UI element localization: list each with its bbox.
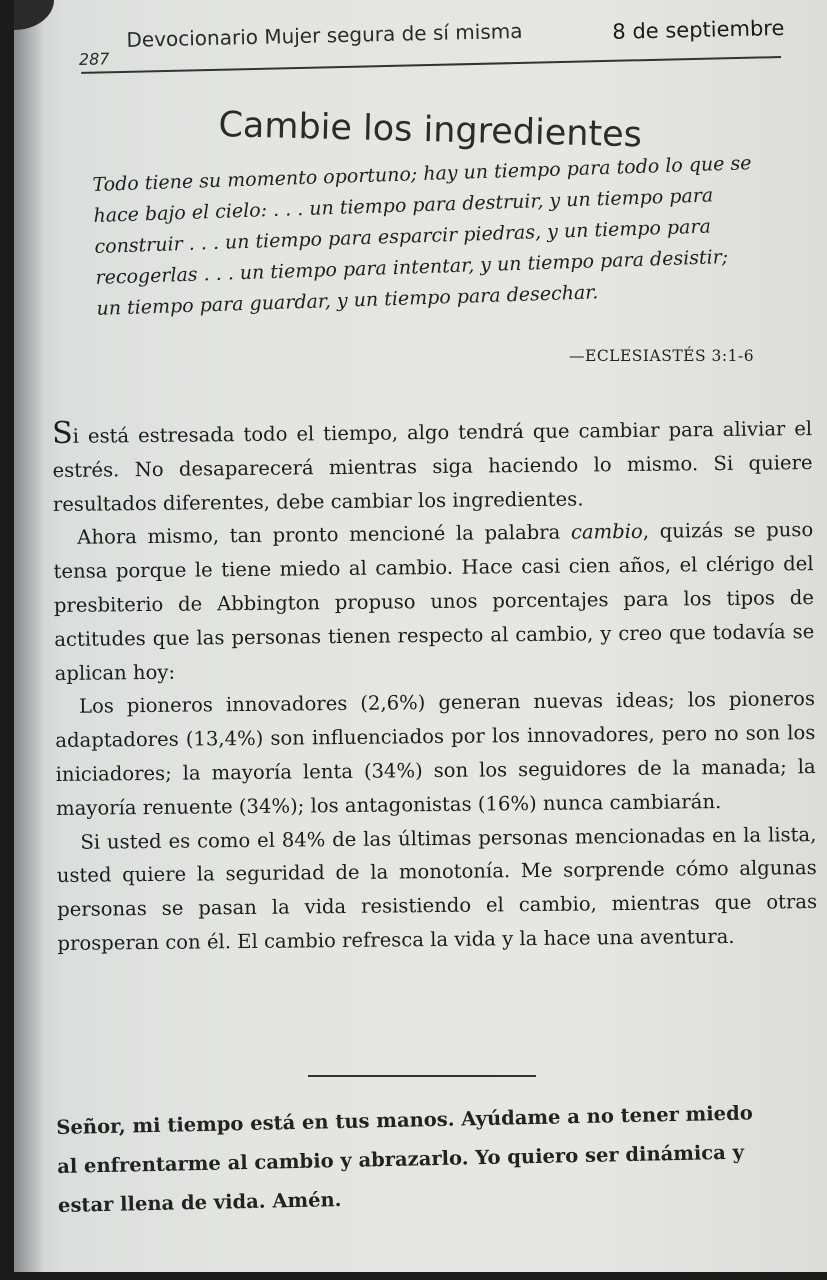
book-page: [14, 0, 827, 1272]
spine-shadow: [14, 0, 44, 1272]
paragraph-2-text-b: , quizás se puso tensa porque le tiene miedo al cambio. Hace casi cien años, el clérigo del presbiterio de Abbington propuso unos porcentajes para los tipos de actitudes que las personas tienen respecto al cambio, y creo que todavía se aplican hoy:: [53, 518, 815, 685]
page-corner-shadow: [14, 0, 54, 30]
running-header: [76, 4, 785, 90]
paragraph-3: Los pioneros innovadores (2,6%) generan nuevas ideas; los pioneros adaptadores (13,4%) son influenciados por los innovadores, pero no son los iniciadores; la mayoría lenta (34%) son los seguidores de la manada; la mayoría renuente (34%); los antagonistas (16%) nunca cambiarán.: [55, 687, 816, 820]
page-number: 287: [78, 49, 110, 69]
header-rule: [81, 56, 781, 74]
emphasis-word: cambio: [570, 520, 643, 544]
paragraph-4: Si usted es como el 84% de las últimas personas mencionadas en la lista, usted quiere la seguridad de la monotonía. Me sorprende cómo algunas personas se pasan la vida resistiendo el cambio, mientras que otras prosperan con él. El cambio refresca la vida y la hace una aventura.: [56, 822, 818, 955]
paragraph-1-text: i está estresada todo el tiempo, algo tendrá que cambiar para aliviar el estrés. No desaparecerá mientras siga haciendo lo mismo. Si quiere resultados diferentes, debe cambiar los ingredientes.: [52, 417, 813, 516]
section-divider: [308, 1075, 536, 1077]
closing-prayer: Señor, mi tiempo está en tus manos. Ayúdame a no tener miedo al enfrentarme al cambio y abrazarlo. Yo quiero ser dinámica y estar llena de vida. Amén.: [56, 1101, 753, 1217]
devotional-body: [52, 412, 818, 961]
paragraph-2-text-a: Ahora mismo, tan pronto mencioné la palabra: [77, 520, 572, 550]
bottom-edge: [0, 1272, 827, 1280]
paragraph-2: [53, 513, 815, 690]
header-date: 8 de septiembre: [612, 15, 785, 44]
chapter-title: Cambie los ingredientes: [218, 105, 643, 156]
epigraph-verse: Todo tiene su momento oportuno; hay un tiempo para todo lo que se hace bajo el cielo: . . . un tiempo para destruir, y un tiempo para construir . . . un tiempo para esparcir piedras, y un tiempo para recogerlas . . . un tiempo para intentar, y un tiempo para desistir; un tiempo para guardar, y un tiempo para desechar.: [92, 152, 752, 320]
drop-cap: S: [51, 415, 73, 451]
book-title: Devocionario Mujer segura de sí misma: [126, 18, 523, 52]
paragraph-1: [52, 412, 813, 521]
verse-reference: —ECLESIASTÉS 3:1-6: [569, 347, 755, 365]
